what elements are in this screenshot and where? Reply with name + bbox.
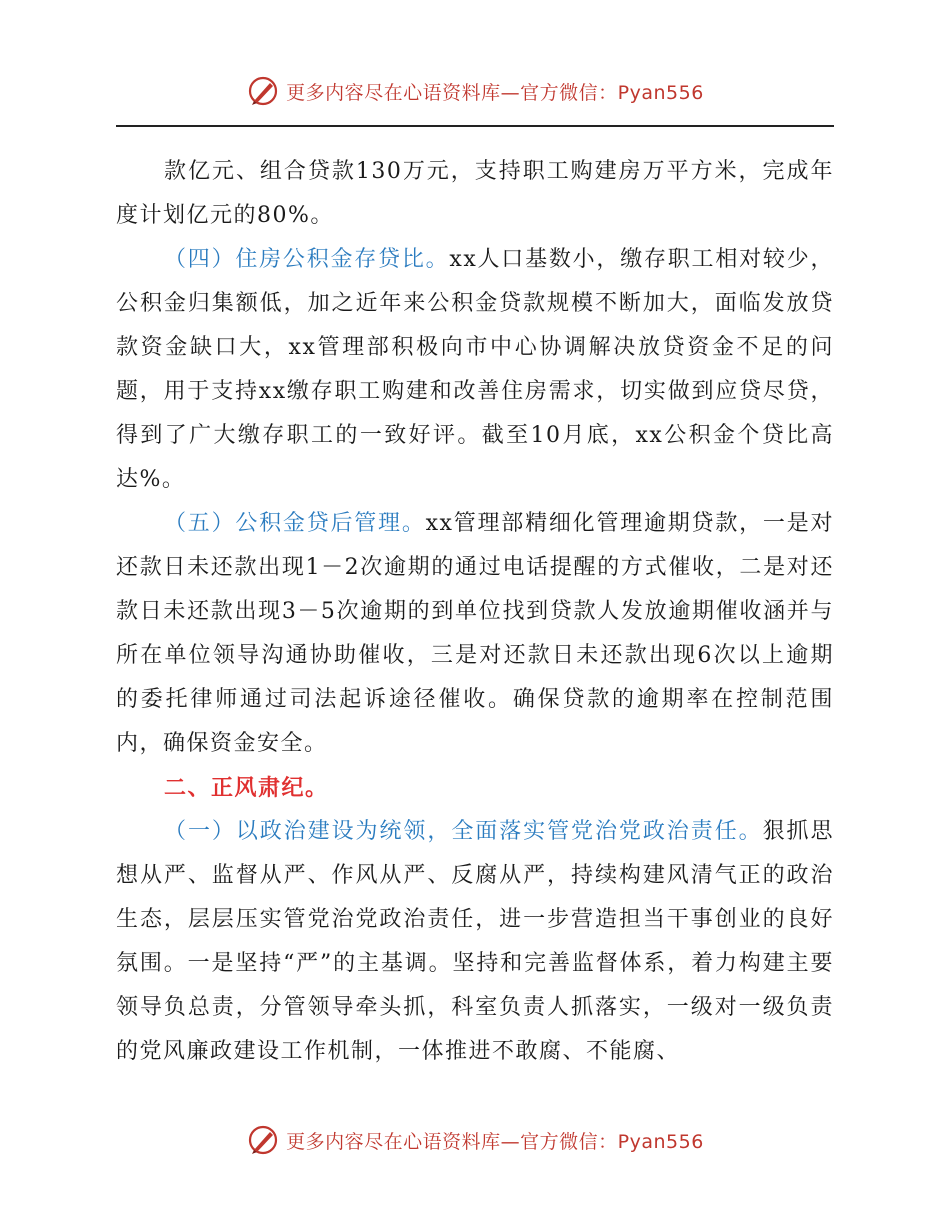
paragraph-post-loan-management (116, 502, 834, 766)
document-body (116, 150, 834, 1074)
header-banner (0, 66, 950, 116)
quill-pen-icon (246, 74, 280, 108)
footer-banner-text: 更多内容尽在心语资料库—官方微信：Pyan556 (286, 1130, 704, 1153)
paragraph-political-construction (116, 810, 834, 1074)
subheading-loan-deposit-ratio: （四）住房公积金存贷比。 (164, 247, 450, 272)
header-divider (116, 125, 834, 127)
header-banner-text: 更多内容尽在心语资料库—官方微信：Pyan556 (286, 81, 704, 104)
paragraph-loan-summary: 款亿元、组合贷款130万元，支持职工购建房万平方米，完成年度计划亿元的80%。 (116, 159, 834, 228)
paragraph-text: xx人口基数小，缴存职工相对较少，公积金归集额低，加之近年来公积金贷款规模不断加大，面临发放贷款资金缺口大，xx管理部积极向市中心协调解决放贷资金不足的问题，用于支持xx缴存职工购建和改善住房需求，切实做到应贷尽贷，得到了广大缴存职工的一致好评。截至10月底，xx公积金个贷比高达%。 (116, 247, 834, 492)
paragraph-loan-deposit-ratio (116, 238, 834, 502)
paragraph-text: 狠抓思想从严、监督从严、作风从严、反腐从严，持续构建风清气正的政治生态，层层压实管党治党政治责任，进一步营造担当干事创业的良好氛围。一是坚持“严”的主基调。坚持和完善监督体系，着力构建主要领导负总责，分管领导牵头抓，科室负责人抓落实，一级对一级负责的党风廉政建设工作机制，一体推进不敢腐、不能腐、 (116, 819, 834, 1064)
footer-banner (0, 1115, 950, 1165)
subheading-political-construction: （一）以政治建设为统领，全面落实管党治党政治责任。 (164, 819, 763, 844)
quill-pen-icon (246, 1123, 280, 1157)
paragraph-text: xx管理部精细化管理逾期贷款，一是对还款日未还款出现1－2次逾期的通过电话提醒的方式催收，二是对还款日未还款出现3－5次逾期的到单位找到贷款人发放逾期催收涵并与所在单位领导沟通协助催收，三是对还款日未还款出现6次以上逾期的委托律师通过司法起诉途径催收。确保贷款的逾期率在控制范围内，确保资金安全。 (116, 511, 834, 756)
section-heading: 二、正风肃纪。 (164, 775, 329, 801)
subheading-post-loan-management: （五）公积金贷后管理。 (164, 511, 426, 536)
